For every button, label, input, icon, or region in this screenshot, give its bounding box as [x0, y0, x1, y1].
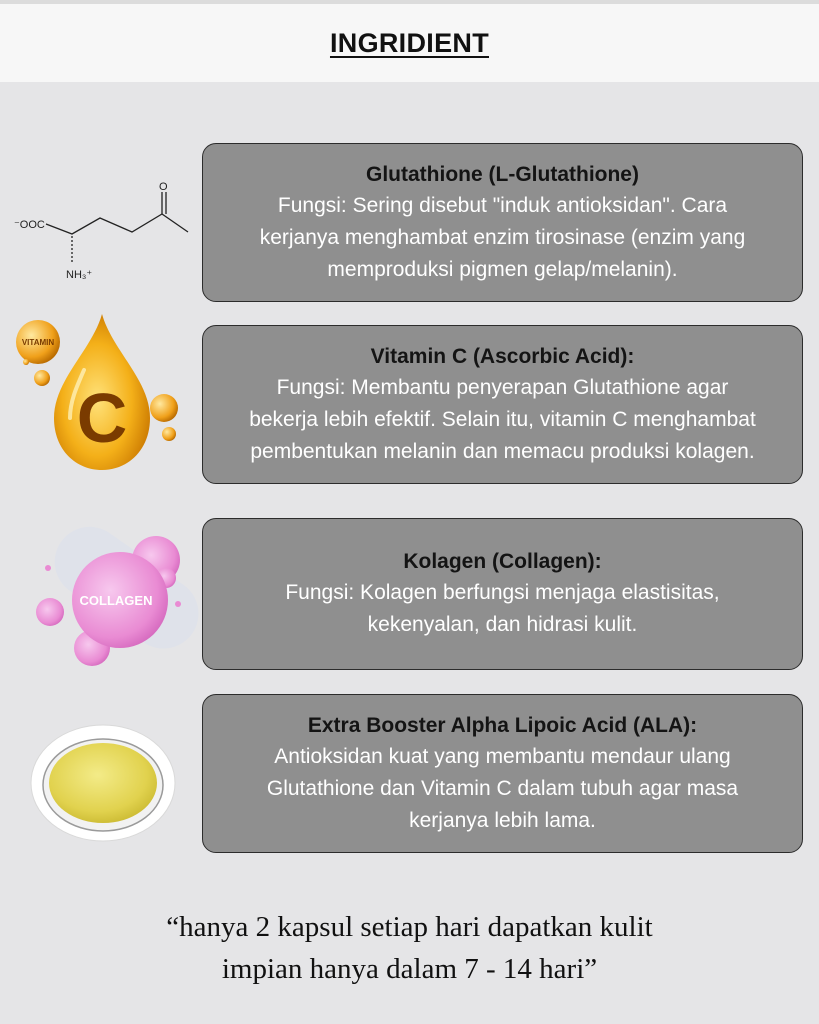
promo-quote-line: “hanya 2 kapsul setiap hari dapatkan kulit: [166, 911, 653, 943]
ingredient-desc-line: Glutathione dan Vitamin C dalam tubuh agar masa: [266, 776, 739, 800]
molecule-coo-label: ⁻OOC: [14, 219, 45, 231]
ingredient-title: Extra Booster Alpha Lipoic Acid (ALA):: [307, 713, 698, 737]
ingredient-desc-line: kerjanya menghambat enzim tirosinase (enzim yang: [259, 225, 746, 249]
ingredient-title: Vitamin C (Ascorbic Acid):: [370, 344, 635, 368]
collagen-label: COLLAGEN: [79, 593, 153, 608]
ingredient-title: Glutathione (L-Glutathione): [366, 162, 639, 186]
ingredient-card-vitamin-c: [202, 325, 803, 484]
molecule-oxygen-label: O: [159, 181, 168, 193]
collagen-illustration: [28, 520, 203, 680]
promo-quote-line: impian hanya dalam 7 - 14 hari”: [221, 953, 598, 985]
promo-quote: [0, 906, 819, 990]
ingredient-title: Kolagen (Collagen):: [403, 550, 602, 573]
molecule-nh3-label: NH₃⁺: [66, 269, 93, 281]
ingredient-desc-line: memproduksi pigmen gelap/melanin).: [327, 257, 678, 281]
ingredient-desc-line: pembentukan melanin dan memacu produksi kolagen.: [250, 439, 755, 463]
vitamin-c-letter: C: [76, 379, 128, 457]
ala-powder-dish-illustration: [28, 715, 178, 845]
ingredient-desc-line: Antioksidan kuat yang membantu mendaur ulang: [274, 744, 731, 768]
ingredient-card-glutathione: [202, 143, 803, 302]
vitamin-c-drop-illustration: [12, 310, 192, 480]
ingredient-desc-line: Fungsi: Kolagen berfungsi menjaga elastisitas,: [285, 581, 720, 604]
ingredient-desc-line: Fungsi: Membantu penyerapan Glutathione agar: [276, 375, 729, 399]
glutathione-molecule-illustration: [10, 170, 200, 290]
ingredient-desc-line: Fungsi: Sering disebut "induk antioksidan". Cara: [277, 193, 728, 217]
ingredient-desc-line: kekenyalan, dan hidrasi kulit.: [367, 613, 638, 636]
page-header: [0, 0, 819, 82]
vitamin-badge-label: VITAMIN: [21, 338, 55, 347]
ingredient-desc-line: kerjanya lebih lama.: [409, 808, 596, 832]
ingredient-desc-line: bekerja lebih efektif. Selain itu, vitamin C menghambat: [249, 407, 756, 431]
ingredient-card-ala: [202, 694, 803, 853]
ingredient-card-collagen: [202, 518, 803, 670]
page-title: INGRIDIENT: [329, 27, 489, 58]
